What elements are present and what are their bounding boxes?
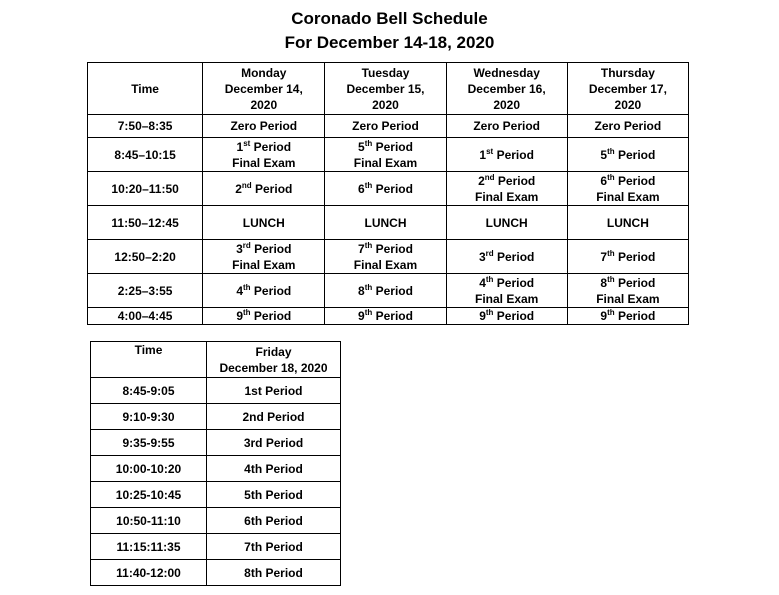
time-cell [91, 508, 207, 534]
time-label: 2:25–3:55 [117, 283, 173, 298]
time-cell [88, 308, 203, 325]
time-column-header [88, 63, 203, 115]
period-label: 3rd Period [243, 435, 304, 450]
period-cell [207, 378, 341, 404]
period-cell [207, 430, 341, 456]
ordinal-suffix: th [243, 308, 251, 317]
time-cell [91, 378, 207, 404]
final-exam-label: Final Exam [596, 291, 660, 306]
table-row [88, 240, 689, 274]
table-row [91, 534, 341, 560]
table-row [88, 274, 689, 308]
table-header-row [88, 63, 689, 115]
period-label: LUNCH [364, 215, 407, 230]
period-label: 2nd Period [242, 409, 305, 424]
ordinal-suffix: th [607, 146, 615, 156]
time-cell [88, 240, 203, 274]
table-row [88, 172, 689, 206]
ordinal-suffix: th [485, 274, 494, 284]
table-row [91, 508, 341, 534]
period-word: Period [494, 173, 536, 188]
ordinal-suffix: th [364, 282, 373, 292]
time-label: 7:50–8:35 [117, 119, 173, 133]
period-number: 8 [600, 275, 608, 290]
time-label: 12:50–2:20 [114, 249, 176, 264]
time-cell [91, 430, 207, 456]
table-row [88, 308, 689, 325]
header-line: Thursday [600, 65, 655, 80]
time-label: 11:40-12:00 [116, 565, 181, 580]
time-cell [88, 206, 203, 240]
period-word: Period [493, 249, 535, 264]
period-cell [207, 534, 341, 560]
period-number: 2 [235, 181, 242, 196]
header-line: December 16, [467, 81, 546, 96]
period-word: Period [493, 275, 535, 290]
period-word: Period [493, 309, 535, 323]
time-label: 11:15:11:35 [116, 539, 181, 554]
period-label: 4th Period [244, 461, 303, 476]
period-number: 6 [600, 173, 608, 188]
table-row [91, 378, 341, 404]
ordinal-suffix: th [607, 172, 615, 182]
final-exam-label: Final Exam [596, 189, 660, 204]
period-cell [325, 172, 446, 206]
period-cell [203, 274, 325, 308]
period-cell [325, 240, 446, 274]
ordinal-suffix: nd [484, 172, 495, 182]
period-cell [203, 138, 325, 172]
period-label: Zero Period [230, 119, 298, 133]
period-cell [325, 206, 446, 240]
final-exam-label: Final Exam [474, 291, 539, 306]
period-cell [446, 138, 567, 172]
period-cell [325, 115, 446, 138]
period-number: 1 [479, 147, 487, 162]
final-exam-label: Final Exam [353, 257, 418, 272]
period-cell [446, 240, 567, 274]
header-line: Time [131, 81, 159, 96]
ordinal-suffix: th [607, 248, 615, 258]
final-exam-label: Final Exam [232, 155, 296, 170]
period-word: Period [372, 309, 413, 323]
time-cell [88, 115, 203, 138]
period-cell [203, 115, 325, 138]
time-label: 4:00–4:45 [117, 309, 173, 323]
period-word: Period [251, 181, 293, 196]
period-cell [203, 172, 325, 206]
period-cell [325, 274, 446, 308]
header-line: Wednesday [473, 65, 540, 80]
final-exam-label: Final Exam [474, 189, 539, 204]
period-label: 5th Period [244, 487, 303, 502]
header-line: December 17, [588, 81, 667, 96]
time-cell [91, 534, 207, 560]
header-line: December 18, 2020 [219, 360, 328, 375]
time-label: 11:50–12:45 [111, 215, 179, 230]
period-number: 3 [478, 249, 486, 264]
header-line: 2020 [372, 97, 399, 112]
document-title: Coronado Bell Schedule [291, 9, 488, 28]
period-cell [446, 308, 567, 325]
period-cell [567, 308, 688, 325]
period-label: Zero Period [594, 119, 662, 133]
period-cell [207, 456, 341, 482]
ordinal-suffix: rd [485, 248, 494, 258]
period-label: Zero Period [473, 119, 541, 133]
time-label: 10:20–11:50 [111, 181, 179, 196]
table-row [91, 430, 341, 456]
period-word: Period [250, 309, 292, 323]
header-line: Time [134, 343, 163, 357]
ordinal-suffix: th [364, 240, 373, 250]
time-label: 9:10-9:30 [122, 409, 175, 424]
table-header-row [91, 342, 341, 378]
time-cell [91, 404, 207, 430]
period-cell [567, 240, 688, 274]
period-word: Period [372, 181, 413, 196]
period-cell [446, 172, 567, 206]
table-row [88, 206, 689, 240]
period-cell [207, 508, 341, 534]
day-column-header [207, 342, 341, 378]
period-label: 8th Period [244, 565, 303, 580]
period-cell [446, 206, 567, 240]
period-cell [325, 308, 446, 325]
period-word: Period [614, 309, 656, 323]
table-row [88, 115, 689, 138]
period-number: 4 [236, 283, 243, 298]
header-line: 2020 [614, 97, 642, 112]
header-line: 2020 [250, 97, 278, 112]
period-cell [325, 138, 446, 172]
time-label: 10:00-10:20 [115, 461, 182, 476]
period-number: 6 [358, 181, 365, 196]
time-cell [91, 482, 207, 508]
period-number: 7 [600, 249, 608, 264]
period-word: Period [372, 283, 413, 298]
period-number: 7 [358, 241, 365, 256]
header-line: December 15, [346, 81, 425, 96]
time-cell [88, 274, 203, 308]
ordinal-suffix: th [364, 308, 373, 317]
period-number: 5 [600, 147, 608, 162]
header-line: Monday [241, 65, 287, 80]
period-number: 8 [358, 283, 365, 298]
time-column-header [91, 342, 207, 378]
table-row [91, 456, 341, 482]
ordinal-suffix: st [243, 138, 251, 148]
period-label: LUNCH [606, 215, 649, 230]
ordinal-suffix: th [607, 308, 615, 317]
day-column-header [446, 63, 567, 115]
ordinal-suffix: rd [242, 240, 251, 250]
period-cell [207, 482, 341, 508]
table-row [91, 404, 341, 430]
period-word: Period [493, 147, 534, 162]
time-label: 8:45–10:15 [114, 147, 176, 162]
period-number: 3 [236, 241, 243, 256]
period-cell [567, 172, 688, 206]
period-label: 6th Period [244, 513, 303, 528]
ordinal-suffix: th [364, 138, 373, 148]
time-label: 9:35-9:55 [122, 435, 175, 450]
time-label: 8:45-9:05 [122, 383, 175, 398]
period-number: 9 [236, 309, 243, 323]
period-label: LUNCH [242, 215, 285, 230]
final-exam-label: Final Exam [353, 155, 418, 170]
period-cell [203, 206, 325, 240]
period-cell [203, 308, 325, 325]
period-number: 5 [358, 139, 365, 154]
period-cell [446, 274, 567, 308]
period-word: Period [250, 241, 292, 256]
document-subtitle: For December 14-18, 2020 [284, 33, 495, 52]
period-cell [567, 115, 688, 138]
period-number: 4 [479, 275, 486, 290]
time-label: 10:25-10:45 [115, 487, 182, 502]
table-row [91, 560, 341, 586]
period-word: Period [614, 275, 656, 290]
period-word: Period [250, 283, 292, 298]
ordinal-suffix: th [364, 180, 373, 190]
ordinal-suffix: nd [241, 180, 252, 190]
ordinal-suffix: th [243, 282, 251, 292]
table-row [91, 482, 341, 508]
period-cell [446, 115, 567, 138]
day-column-header [203, 63, 325, 115]
period-word: Period [614, 147, 656, 162]
time-cell [88, 138, 203, 172]
period-word: Period [614, 173, 656, 188]
header-line: Tuesday [361, 65, 410, 80]
ordinal-suffix: st [486, 146, 494, 156]
time-label: 10:50-11:10 [116, 513, 181, 528]
period-label: Zero Period [352, 119, 419, 133]
friday-schedule-table [90, 341, 341, 586]
period-number: 2 [478, 173, 485, 188]
period-cell [203, 240, 325, 274]
period-cell [567, 206, 688, 240]
header-line: Friday [255, 344, 292, 359]
period-word: Period [372, 241, 413, 256]
time-cell [88, 172, 203, 206]
period-number: 9 [600, 309, 608, 323]
period-cell [207, 404, 341, 430]
header-line: 2020 [493, 97, 521, 112]
period-cell [567, 138, 688, 172]
period-word: Period [250, 139, 292, 154]
period-word: Period [614, 249, 656, 264]
ordinal-suffix: th [607, 274, 615, 284]
time-cell [91, 456, 207, 482]
period-number: 9 [358, 309, 365, 323]
period-label: LUNCH [485, 215, 528, 230]
day-column-header [325, 63, 446, 115]
period-cell [207, 560, 341, 586]
period-word: Period [372, 139, 413, 154]
ordinal-suffix: th [485, 308, 494, 317]
table-row [88, 138, 689, 172]
final-exam-label: Final Exam [232, 257, 296, 272]
time-cell [91, 560, 207, 586]
header-line: December 14, [224, 81, 303, 96]
period-number: 1 [236, 139, 244, 154]
period-number: 9 [479, 309, 486, 323]
weekday-schedule-table [87, 62, 689, 325]
period-label: 1st Period [244, 383, 303, 398]
day-column-header [567, 63, 688, 115]
period-label: 7th Period [244, 539, 303, 554]
period-cell [567, 274, 688, 308]
